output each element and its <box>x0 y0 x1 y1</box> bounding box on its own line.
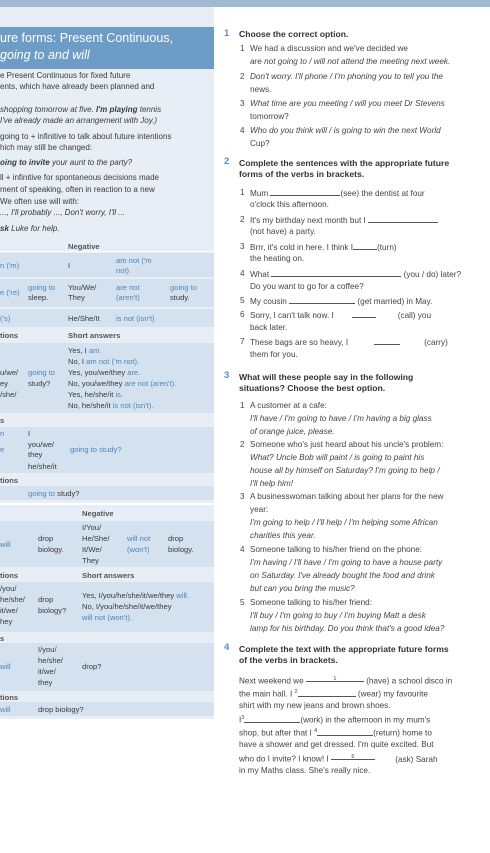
item-number: 6 <box>240 310 245 319</box>
exercise-title: Complete the sentences with the appropriate future <box>239 158 450 168</box>
column-header: Short answers <box>68 331 121 340</box>
text-line: shirt with my new jeans and brown shoes. <box>239 701 391 710</box>
table-cell: will not <box>127 534 151 543</box>
item-text: but can you bring the music? <box>250 584 355 593</box>
table-cell: ey <box>0 379 9 388</box>
table-row <box>0 279 214 307</box>
table-cell: biology. <box>168 545 194 554</box>
table-row <box>0 692 214 702</box>
item-text: Do you want to go for a coffee? <box>250 282 364 291</box>
item-text: are not going to / will not attend the meeting next week. <box>250 57 451 66</box>
table-cell: They <box>82 556 99 565</box>
table-cell: he/she/ <box>0 595 25 604</box>
table-cell: You/We/ <box>68 283 97 292</box>
table-cell: biology? <box>38 606 67 615</box>
short-answer: Yes, you/we/they are. <box>68 368 141 377</box>
table-cell: biology. <box>38 545 64 554</box>
answer-blank[interactable] <box>289 295 355 304</box>
table-cell: drop <box>38 534 54 543</box>
exercise-title: of the verbs in brackets. <box>239 655 338 665</box>
exercise-title: forms of the verbs in brackets. <box>239 169 365 179</box>
exercise-number: 3 <box>224 370 230 381</box>
exercise-title: Complete the text with the appropriate future forms <box>239 644 449 654</box>
item-text: the heating on. <box>250 254 305 263</box>
table-cell: They <box>68 293 85 302</box>
text-line: shop, but after that I $^4$ (return) home to <box>239 728 432 738</box>
table-cell: (won't) <box>127 545 150 554</box>
table-cell: going to study? <box>28 489 80 498</box>
table-cell: will <box>0 662 11 671</box>
grammar-line: going to + infinitive to talk about future intentions <box>0 132 172 141</box>
table-cell: drop biology? <box>38 705 84 714</box>
table-row <box>0 643 214 691</box>
table-row <box>0 507 214 519</box>
table-cell: I/You/ <box>82 523 102 532</box>
exercise-number: 1 <box>224 28 230 39</box>
table-cell: drop <box>38 595 54 604</box>
table-cell: e <box>0 445 5 454</box>
table-cell: I/you/ <box>38 645 57 654</box>
column-header: Negative <box>68 242 100 251</box>
grammar-line: ..., I'll probably ..., Don't worry, I'll ... <box>0 208 125 217</box>
item-number: 2 <box>240 215 245 224</box>
table-cell: are not <box>116 283 140 292</box>
item-number: 3 <box>240 242 245 251</box>
table-row <box>0 309 214 327</box>
item-text: Mum (see) the dentist at four <box>250 189 425 198</box>
item-text: I'm having / I'll have / I'm going to have a house party <box>250 558 443 567</box>
item-text: What time are you meeting / will you meet Dr Stevens <box>250 99 445 108</box>
table-row <box>0 474 214 486</box>
item-text: These bags are so heavy, I (carry) <box>250 338 448 347</box>
short-answer: No, you/we/they are not (aren't). <box>68 379 177 388</box>
short-answer: will not (won't). <box>82 613 132 622</box>
answer-blank[interactable]: 5 <box>331 751 375 760</box>
short-answer: Yes, I am. <box>68 346 102 355</box>
item-number: 5 <box>240 598 245 607</box>
item-text: What (you / do) later? <box>250 270 462 279</box>
item-number: 3 <box>240 492 245 501</box>
item-number: 7 <box>240 337 245 346</box>
grammar-line: We often use will with: <box>0 197 79 206</box>
table-row <box>0 329 214 341</box>
table-row <box>0 521 214 567</box>
short-answer: Yes, he/she/it is. <box>68 390 124 399</box>
table-cell: it/we/ <box>38 667 56 676</box>
item-number: 4 <box>240 269 245 278</box>
grammar-panel <box>0 7 214 719</box>
item-text: Who do you think will / is going to win the next World <box>250 126 441 135</box>
item-text: Don't worry. I'll phone / I'm phoning you to tell you the <box>250 72 443 81</box>
short-answer: No, he/she/it is not (isn't). <box>68 401 154 410</box>
table-cell: drop? <box>82 662 102 671</box>
item-text: We had a discussion and we've decided we <box>250 44 408 53</box>
table-cell: n ('m) <box>0 261 20 270</box>
text-line: in my Maths class. She's really nice. <box>239 766 371 775</box>
item-text: Someone talking to his/her friend: <box>250 598 372 607</box>
item-text: news. <box>250 85 272 94</box>
table-cell: he/she/it <box>28 462 57 471</box>
exercise-number: 2 <box>224 156 230 167</box>
item-text: back later. <box>250 323 288 332</box>
table-cell: am not ('m <box>116 256 152 265</box>
table-cell: I <box>28 429 31 438</box>
item-text: A customer at a cafe: <box>250 401 327 410</box>
short-answer: Yes, I/you/he/she/it/we/they will. <box>82 591 189 600</box>
item-text: house all by himself on Saturday? I'm going to help / <box>250 466 440 475</box>
table-cell: ('s) <box>0 314 11 323</box>
table-cell: It/We/ <box>82 545 102 554</box>
column-header: Short answers <box>82 571 135 580</box>
exercise-number: 4 <box>224 642 230 653</box>
table-cell: they <box>28 450 43 459</box>
table-cell: going to <box>170 283 198 292</box>
item-text: tomorrow? <box>250 112 289 121</box>
text-line: who do I invite? I know! I $^5$ (ask) Sarah <box>239 751 438 766</box>
table-cell: hey <box>0 617 13 626</box>
table-cell: it/we/ <box>0 606 18 615</box>
item-number: 2 <box>240 440 245 449</box>
table-row <box>0 427 214 473</box>
divider <box>0 503 214 505</box>
answer-blank[interactable] <box>317 727 373 736</box>
grammar-example: sk Luke for help. <box>0 224 60 233</box>
table-cell: /you/ <box>0 584 17 593</box>
table-cell: study. <box>170 293 190 302</box>
column-header: s <box>0 416 5 425</box>
item-text: Cup? <box>250 139 270 148</box>
column-header: tions <box>0 571 19 580</box>
item-text: them for you. <box>250 350 298 359</box>
table-cell: going to study? <box>70 445 122 454</box>
table-row <box>0 582 214 632</box>
item-text: lamp for his birthday. Do you think that's a good idea? <box>250 624 445 633</box>
table-cell: (aren't) <box>116 293 140 302</box>
column-header: s <box>0 634 5 643</box>
table-cell: going to <box>28 368 56 377</box>
exercise-title: What will these people say in the following <box>239 372 414 382</box>
table-row <box>0 343 214 413</box>
table-row <box>0 241 214 250</box>
item-text: I'm going to help / I'll help / I'm helping some African <box>250 518 438 527</box>
item-number: 2 <box>240 72 245 81</box>
item-text: I'll buy / I'm going to buy / I'm buying Matt a desk <box>250 611 426 620</box>
item-number: 1 <box>240 44 245 53</box>
short-answer: No, I/you/he/she/it/we/they <box>82 602 172 611</box>
table-cell: n <box>0 429 5 438</box>
exercises-panel <box>222 0 490 853</box>
table-row <box>0 702 214 716</box>
grammar-subtitle: going to and will <box>0 48 90 62</box>
item-number: 1 <box>240 401 245 410</box>
item-text: It's my birthday next month but I <box>250 214 438 226</box>
item-text: I'll have / I'm going to have / I'm having a big glass <box>250 414 432 423</box>
grammar-line: ll + infinitive for spontaneous decisions made <box>0 173 159 182</box>
text-line: Next weekend we $^1$ (have) a school disco in <box>239 673 452 688</box>
short-answer: No, I am not ('m not). <box>68 357 140 366</box>
item-text: A businesswoman talking about her plans for the new <box>250 492 444 501</box>
table-cell: will <box>0 540 11 549</box>
column-header: Negative <box>82 509 114 518</box>
answer-blank[interactable] <box>271 268 401 277</box>
table-cell: I <box>68 261 71 270</box>
table-cell: e ('re) <box>0 288 20 297</box>
table-row <box>0 569 214 581</box>
exercise-title: situations? Choose the best option. <box>239 383 386 393</box>
table-row <box>0 633 214 643</box>
table-row <box>0 414 214 426</box>
item-text: I'll help him! <box>250 479 293 488</box>
item-text: charities this year. <box>250 531 316 540</box>
divider <box>0 251 214 252</box>
item-text: (not have) a party. <box>250 227 316 236</box>
table-row <box>0 486 214 500</box>
column-header: tions <box>0 331 19 340</box>
grammar-line: ment of speaking, often in reaction to a new <box>0 185 155 194</box>
grammar-example: shopping tomorrow at five. I'm playing tennis <box>0 105 162 114</box>
answer-blank[interactable] <box>374 336 400 345</box>
table-row <box>0 253 214 277</box>
table-cell: drop <box>168 534 184 543</box>
item-text: on Saturday. I've already bought the food and drink <box>250 571 435 580</box>
item-text: of orange juice, please. <box>250 427 335 436</box>
answer-blank[interactable] <box>368 214 438 223</box>
item-text: Someone who's just heard about his uncle's problem: <box>250 440 444 449</box>
answer-blank[interactable] <box>270 187 340 196</box>
grammar-example: oing to invite your aunt to the party? <box>0 158 133 167</box>
item-text: Brrr, it's cold in here. I think I (turn) <box>250 243 397 252</box>
item-number: 5 <box>240 296 245 305</box>
table-cell: /she/ <box>0 390 17 399</box>
item-number: 4 <box>240 126 245 135</box>
item-text: Someone talking to his/her friend on the phone: <box>250 545 423 554</box>
table-cell: they <box>38 678 53 687</box>
table-cell: He/She/It <box>68 314 100 323</box>
table-cell: going to <box>28 283 56 292</box>
exercise-title: Choose the correct option. <box>239 29 349 39</box>
text-line: have a shower and get dressed. I'm quite excited. But <box>239 740 434 749</box>
item-text: year: <box>250 505 269 514</box>
grammar-line: e Present Continuous for fixed future <box>0 71 131 80</box>
table-cell: is not (isn't) <box>116 314 155 323</box>
column-header: tions <box>0 693 19 702</box>
table-cell: you/we/ <box>28 440 55 449</box>
grammar-line: hich may still be changed: <box>0 143 93 152</box>
table-cell: sleep. <box>28 293 49 302</box>
item-text: What? Uncle Bob will paint / is going to paint his <box>250 453 425 462</box>
table-cell: not) <box>116 266 130 275</box>
text-line: $I^3$ (work) in the afternoon in my mum's <box>239 715 431 725</box>
grammar-example: I've already made an arrangement with Joy.) <box>0 116 158 125</box>
item-text: Sorry, I can't talk now. I (call) you <box>250 311 431 320</box>
grammar-title: ure forms: Present Continuous, <box>0 31 173 45</box>
item-number: 1 <box>240 188 245 197</box>
answer-blank[interactable]: 1 <box>306 673 364 682</box>
table-cell: he/she/ <box>38 656 63 665</box>
grammar-line: ents, which have already been planned and <box>0 82 155 91</box>
answer-blank[interactable] <box>352 309 376 318</box>
table-cell: u/we/ <box>0 368 19 377</box>
table-cell: He/She/ <box>82 534 110 543</box>
item-text: My cousin (get married) in May. <box>250 297 433 306</box>
table-cell: will <box>0 705 11 714</box>
text-line: the main hall. I $^2$ (wear) my favourite <box>239 689 428 699</box>
table-cell: study? <box>28 379 51 388</box>
answer-blank[interactable] <box>244 714 300 723</box>
answer-blank[interactable] <box>353 241 377 250</box>
answer-blank[interactable] <box>298 688 356 697</box>
grammar-header <box>0 27 214 69</box>
column-header: tions <box>0 476 19 485</box>
item-number: 4 <box>240 545 245 554</box>
item-text: o'clock this afternoon. <box>250 200 329 209</box>
item-number: 3 <box>240 99 245 108</box>
